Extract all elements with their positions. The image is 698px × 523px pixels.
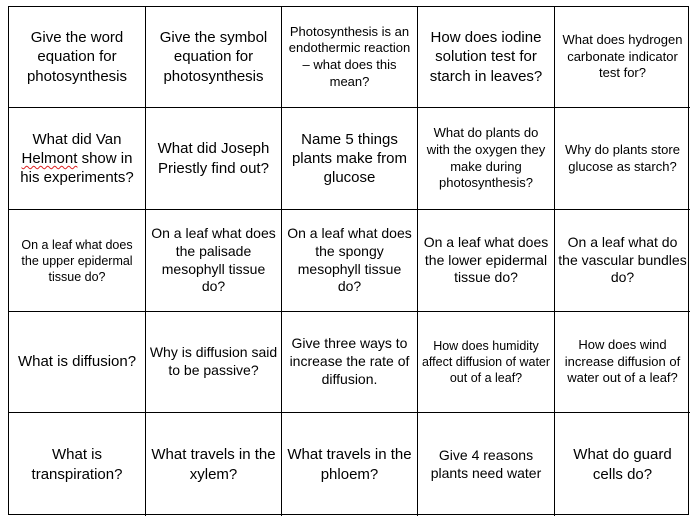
card-symbol-equation bbox=[146, 7, 282, 108]
card-text: On a leaf what does the spongy mesophyll tissue do? bbox=[287, 224, 412, 295]
card-starch-storage bbox=[555, 108, 690, 210]
question-card-grid bbox=[8, 6, 689, 515]
card-water-reasons bbox=[418, 413, 555, 516]
card-text: What does hydrogen carbonate indicator test for? bbox=[562, 32, 683, 81]
card-text: What travels in the xylem? bbox=[151, 446, 276, 483]
card-word-equation bbox=[9, 7, 146, 108]
card-humidity bbox=[418, 312, 555, 413]
card-van-helmont bbox=[9, 108, 146, 210]
card-joseph-priestly bbox=[146, 108, 282, 210]
card-iodine-test bbox=[418, 7, 555, 108]
card-vascular-bundles bbox=[555, 210, 690, 312]
card-text: What is diffusion? bbox=[17, 353, 137, 371]
card-text: On a leaf what does the upper epidermal tissue do? bbox=[21, 237, 133, 284]
card-text: What travels in the phloem? bbox=[287, 446, 412, 483]
card-text: How does iodine solution test for starch in leaves? bbox=[429, 29, 543, 85]
card-text: On a leaf what does the lower epidermal tissue do? bbox=[423, 233, 549, 286]
card-text: Give 4 reasons plants need water bbox=[430, 446, 542, 481]
card-text: How does humidity affect diffusion of water out of a leaf? bbox=[421, 339, 551, 385]
card-glucose-products bbox=[282, 108, 418, 210]
card-text: On a leaf what do the vascular bundles do? bbox=[558, 233, 687, 286]
card-guard-cells bbox=[555, 413, 690, 516]
card-lower-epidermis bbox=[418, 210, 555, 312]
card-text: How does wind increase diffusion of water out of a leaf? bbox=[564, 337, 681, 386]
card-text: What did Van Helmont show in his experiments? bbox=[20, 130, 134, 187]
card-text: Why do plants store glucose as starch? bbox=[565, 141, 680, 174]
card-diffusion bbox=[9, 312, 146, 413]
card-endothermic bbox=[282, 7, 418, 108]
card-text: Give the symbol equation for photosynthesis bbox=[159, 29, 268, 85]
card-passive-diffusion bbox=[146, 312, 282, 413]
card-text: Why is diffusion said to be passive? bbox=[149, 344, 278, 378]
card-hydrogen-carbonate bbox=[555, 7, 690, 108]
card-phloem bbox=[282, 413, 418, 516]
card-spongy-mesophyll bbox=[282, 210, 418, 312]
card-text: Give three ways to increase the rate of diffusion. bbox=[289, 335, 410, 387]
card-transpiration bbox=[9, 413, 146, 516]
card-text: Give the word equation for photosynthesis bbox=[26, 29, 128, 85]
card-oxygen-use bbox=[418, 108, 555, 210]
spellcheck-underline: Helmont bbox=[21, 149, 78, 167]
card-text: What do plants do with the oxygen they make during photosynthesis? bbox=[426, 125, 546, 191]
card-text: Photosynthesis is an endothermic reaction – what does this mean? bbox=[288, 23, 411, 89]
card-upper-epidermis bbox=[9, 210, 146, 312]
card-palisade-mesophyll bbox=[146, 210, 282, 312]
card-diffusion-rate bbox=[282, 312, 418, 413]
card-text: On a leaf what does the palisade mesophyll tissue do? bbox=[151, 224, 276, 295]
card-wind bbox=[555, 312, 690, 413]
card-text: What do guard cells do? bbox=[573, 446, 672, 483]
card-text: What did Joseph Priestly find out? bbox=[157, 140, 270, 177]
card-xylem bbox=[146, 413, 282, 516]
card-text: What is transpiration? bbox=[31, 446, 123, 483]
card-text: Name 5 things plants make from glucose bbox=[291, 130, 408, 187]
